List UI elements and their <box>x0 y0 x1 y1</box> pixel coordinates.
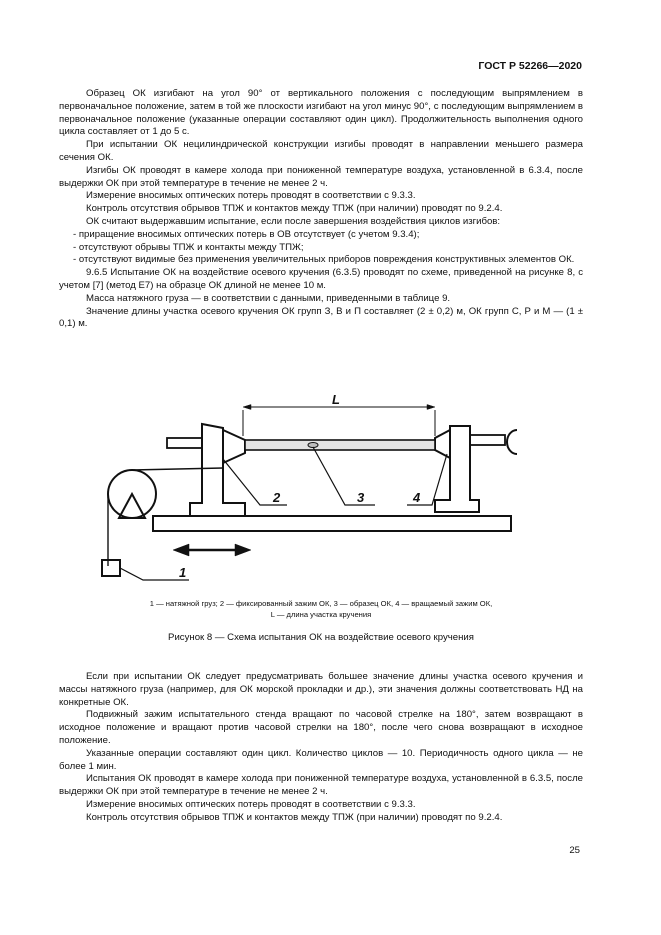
paragraph: Подвижный зажим испытательного стенда вращают по часовой стрелке на 180°, затем возвращают в исходное положение и вращают против часовой стрелки на 180°, после чего снова возвращают в исходное положение. <box>59 709 583 746</box>
legend-line-2: L — длина участка кручения <box>270 609 372 619</box>
paragraph: При испытании ОК нецилиндрической конструкции изгибы проводят в направлении меньшего размера сечения ОК. <box>59 139 583 163</box>
paragraph: Испытания ОК проводят в камере холода при пониженной температуре воздуха, установленной в 6.3.5, после выдержки ОК при этой температуре в течение не менее 2 ч. <box>59 773 583 798</box>
figure-caption: Рисунок 8 — Схема испытания ОК на воздействие осевого кручения <box>168 632 474 643</box>
paragraph: Указанные операции составляют один цикл. Количество циклов — 10. Периодичность одного цикла — не более 1 мин. <box>59 747 583 772</box>
paragraph: Масса натяжного груза — в соответствии с данными, приведенными в таблице 9. <box>86 292 451 304</box>
movement-arrow-right <box>235 544 251 556</box>
list-item: - отсутствуют видимые без применения увеличительных приборов повреждения конструктивных элементов ОК. <box>73 254 575 266</box>
left-shaft <box>167 438 202 448</box>
paragraph: Образец ОК изгибают на угол 90° от вертикального положения с последующим выпрямлением в первоначальное положение, затем в той же плоскости изгибают на угол минус 90°, с последующим выпрямлением в первоначальное положение (указанные операции составляют один цикл). Продолжительность выполнения одного цикла составляет от 1 до 5 с. <box>59 88 583 138</box>
paragraph: 9.6.5 Испытание ОК на воздействие осевого кручения (6.3.5) проводят по схеме, приведенной на рисунке 8, с учетом [7] (метод Е7) на образце ОК длиной не менее 10 м. <box>59 267 583 291</box>
test-bench-base <box>153 516 511 531</box>
paragraph: Если при испытании ОК следует предусматривать большее значение длины участка осевого кручения и массы натяжного груза (например, для ОК морской прокладки и др.), эти значения должны соответствовать НД на конкретные ОК. <box>59 671 583 708</box>
list-item: - приращение вносимых оптических потерь в ОВ отсутствует (с учетом 9.3.4); <box>73 228 420 240</box>
cable-sample <box>245 440 435 450</box>
paragraph: ОК считают выдержавшим испытание, если после завершения воздействия циклов изгибов: <box>86 215 501 227</box>
pulley-support <box>119 494 145 518</box>
rotation-handle <box>507 430 517 454</box>
dimension-arrow-left <box>243 405 251 410</box>
paragraph: Измерение вносимых оптических потерь проводят в соответствии с 9.3.3. <box>86 798 416 810</box>
rotating-clamp <box>435 430 450 458</box>
legend-line-1: 1 — натяжной груз; 2 — фиксированный зажим ОК, 3 — образец ОК, 4 — вращаемый зажим ОК, <box>149 599 493 608</box>
standard-header: ГОСТ Р 52266—2020 <box>478 60 582 72</box>
right-stand <box>435 426 479 512</box>
text-block-upper <box>59 88 583 331</box>
label-3: 3 <box>357 490 365 505</box>
tension-weight <box>102 560 120 576</box>
label-L: L <box>332 392 340 407</box>
paragraph: Контроль отсутствия обрывов ТПЖ и контактов между ТПЖ (при наличии) проводят по 9.2.4. <box>86 203 503 215</box>
dimension-arrow-right <box>427 405 435 410</box>
torsion-test-diagram <box>95 388 525 588</box>
right-shaft <box>470 435 505 445</box>
cable-to-pulley <box>132 468 223 470</box>
list-item: - отсутствуют обрывы ТПЖ и контакты между ТПЖ; <box>73 241 304 253</box>
movement-arrow-left <box>173 544 189 556</box>
text-block-lower <box>59 671 583 825</box>
paragraph: Контроль отсутствия обрывов ТПЖ и контактов между ТПЖ (при наличии) проводят по 9.2.4. <box>86 811 503 823</box>
label-1: 1 <box>179 565 187 580</box>
paragraph: Измерение вносимых оптических потерь проводят в соответствии с 9.3.3. <box>86 190 416 202</box>
figure-legend <box>59 599 583 620</box>
fixed-clamp <box>223 430 245 463</box>
page-number: 25 <box>569 845 580 856</box>
paragraph: Изгибы ОК проводят в камере холода при пониженной температуре воздуха, установленной в 6.3.4, после выдержки ОК при этой температуре в течение не менее 2 ч. <box>59 164 583 189</box>
label-4: 4 <box>413 490 421 505</box>
figure-8 <box>95 388 525 588</box>
label-2: 2 <box>273 490 281 505</box>
leader-3 <box>313 447 375 505</box>
paragraph: Значение длины участка осевого кручения ОК групп З, В и П составляет (2 ± 0,2) м, ОК групп С, Р и М — (1 ± 0,1) м. <box>59 305 583 330</box>
cable-twist-mark <box>308 443 318 448</box>
